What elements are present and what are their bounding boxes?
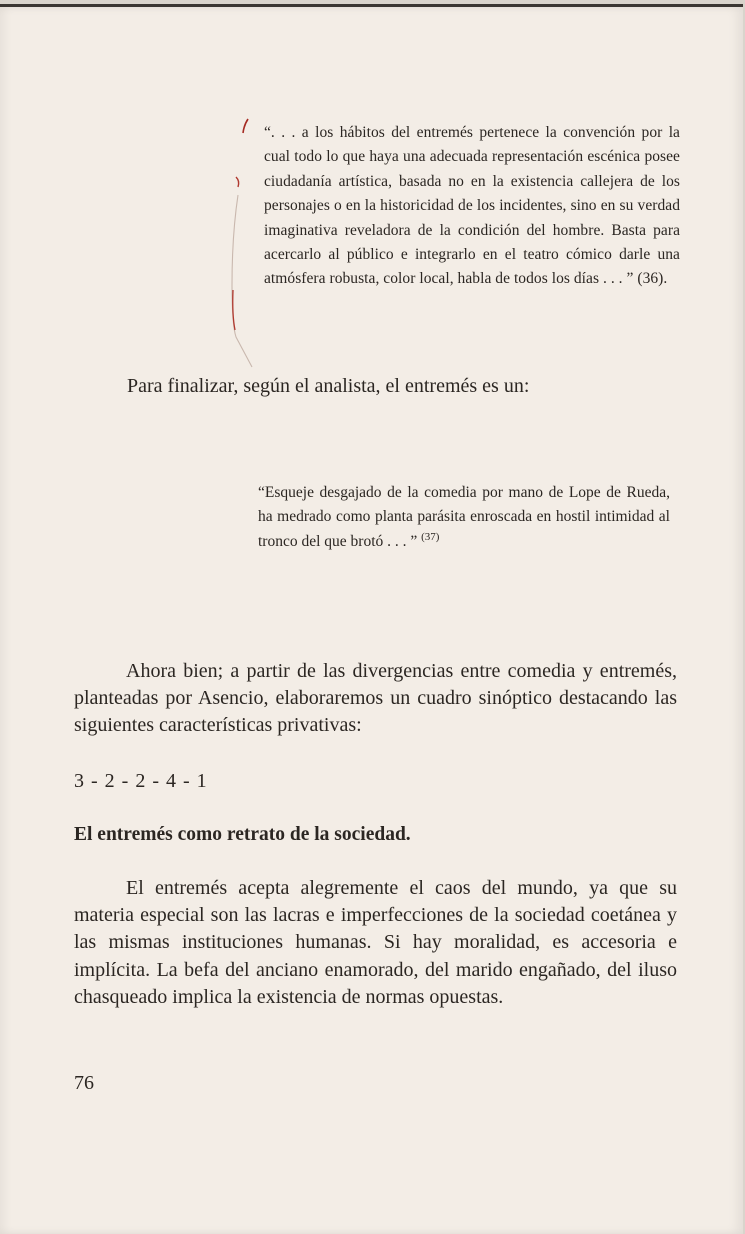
intro-sentence: Para finalizar, según el analista, el entremés es un: bbox=[127, 375, 530, 397]
paragraph-caos: El entremés acepta alegremente el caos del mundo, ya que su materia especial son las lacras e imperfecciones de la sociedad coetánea y las mismas instituciones humanas. Si hay moralidad, es accesoria e implícita. La befa del anciano enamorado, del marido engañado, del iluso chasqueado implica la existencia de normas opuestas. bbox=[74, 877, 677, 1008]
paper-speck bbox=[76, 1115, 79, 1123]
quote-37-text: “Esqueje desgajado de la comedia por mano de Lope de Rueda, ha medrado como planta parásita enroscada en hostil intimidad al tronco del que brotó . . . ” bbox=[258, 484, 670, 550]
block-quote-36 bbox=[264, 121, 680, 292]
paragraph-divergencias: Ahora bien; a partir de las divergencias entre comedia y entremés, planteadas por Asencio, elaboraremos un cuadro sinóptico destacando las siguientes características privativas: bbox=[74, 660, 677, 737]
book-page bbox=[0, 4, 743, 1234]
quote-36-text: “. . . a los hábitos del entremés pertenece la convención por la cual todo lo que haya una adecuada representación escénica posee ciudadanía artística, basada no en la existencia callejera de los personajes o en la historicidad de los incidentes, sino en su verdad imaginativa reveladora de la condición del hombre. Basta para acercarlo al público e integrarlo en el teatro cómico darle una atmósfera robusta, color local, habla de todos los días . . . ” (36). bbox=[264, 124, 680, 288]
section-heading: El entremés como retrato de la sociedad. bbox=[74, 824, 411, 845]
number-sequence: 3 - 2 - 2 - 4 - 1 bbox=[74, 770, 208, 792]
pencil-margin-mark bbox=[222, 115, 262, 375]
footnote-ref-37: (37) bbox=[421, 530, 440, 543]
block-quote-37 bbox=[258, 481, 670, 554]
page-number: 76 bbox=[74, 1072, 94, 1094]
